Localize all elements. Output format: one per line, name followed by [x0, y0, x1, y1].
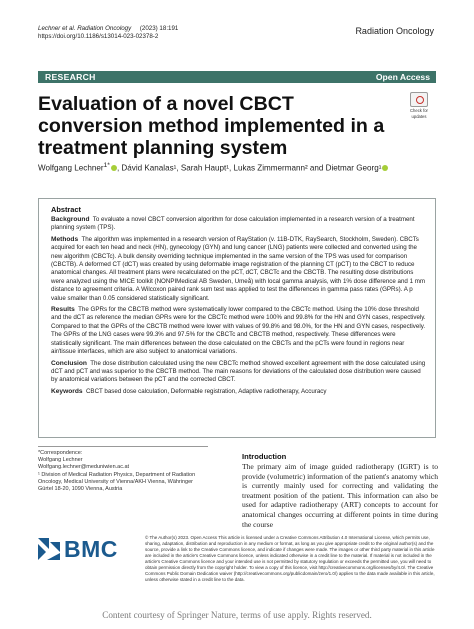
abstract-background [51, 216, 427, 233]
abstract-keywords [51, 388, 427, 396]
abstract-results [51, 306, 427, 356]
results-label: Results [51, 306, 75, 314]
first-author-sup: 1* [103, 162, 110, 169]
running-header-citation [38, 25, 178, 42]
bmc-wordmark: BMC [64, 536, 118, 562]
methods-label: Methods [51, 235, 79, 243]
first-author: Wolfgang Lechner [38, 163, 104, 173]
check-for-updates-badge[interactable] [403, 92, 435, 119]
abstract-body [51, 216, 427, 399]
check-updates-line2: updates [411, 114, 427, 119]
abstract-conclusion [51, 360, 427, 385]
citation-year: (2023) 18:191 [139, 25, 179, 32]
methods-text: The algorithm was implemented in a research version of RayStation (v. 11B-DTK, RaySearch, Stockholm, Sweden). CBCTs acquired for each ten head and neck (HN), gynecology (GYN) and lung cancer (LNG) patients were collected and converted using the new algorithm (CBCTc). A bulk density overriding technique implemented in the same version of the TPS was used for comparison (CBCTB). A deformed CT (dCT) was created by using deformable image registration of the planning CT (pCT) to the CBCT to reduce anatomical changes. All treatment plans were recalculated on the pCT, dCT, CBCTc and the CBCTB. The resulting dose distributions were analyzed using the MICE toolkit (NONPIMedical AB Sweden, Umeå) with local gamma analysis, with 1% dose difference and 1 mm distance to agreement criteria. A Wilcoxon paired rank sum test was applied to test the differences in gamma pass rates (GPRs). A p value smaller than 0.05 considered statistically significant. [51, 235, 426, 302]
abstract-methods [51, 236, 427, 303]
introduction-text: The primary aim of image guided radiotherapy (IGRT) is to provide (volumetric) information of the patient's anatomy which is currently mainly used for correcting and validating the treatment position of the patient. This information can also be used for adaptive radiotherapy (ART) concepts to account for anatomical changes occurring at different points in time during the course [242, 462, 438, 529]
article-title: Evaluation of a novel CBCT conversion method implemented in a treatment planning system [38, 93, 385, 159]
license-statement: © The Author(s) 2023. Open Access This article is licensed under a Creative Commons Attribution 4.0 International License, which permits use, sharing, adaptation, distribution and reproduction in any medium or format, as long as you give appropriate credit to the original author(s) and the source, provide a link to the Creative Commons licence, and indicate if changes were made. The images or other third party material in this article are included in the article's Creative Commons licence, unless indicated otherwise in a credit line to the material. If material is not included in the article's Creative Commons licence and your intended use is not permitted by statutory regulation or exceeds the permitted use, you will need to obtain permission directly from the copyright holder. To view a copy of this licence, visit http://creativecommons.org/licenses/by/4.0/. The Creative Commons Public Domain Dedication waiver (http://creativecommons.org/publicdomain/zero/1.0/) applies to the data made available in this article, unless otherwise stated in a credit line to the data. [145, 535, 435, 582]
bmc-logo [38, 534, 138, 564]
correspondence-name: Wolfgang Lechner [38, 457, 83, 464]
open-access-label: Open Access [375, 72, 430, 82]
article-type-banner [38, 71, 436, 83]
conclusion-text: The dose distribution calculated using the new CBCTc method showed excellent agreement with the dose calculated using dCT and pCT and was superior to the CBCTB method. The main reasons for deviations of the calculated dose distribution were caused by anatomical variations between the pCT and the corrected CBCT. [51, 359, 426, 384]
article-type-label: RESEARCH [45, 72, 96, 82]
courtesy-footer: Content courtesy of Springer Nature, terms of use apply. Rights reserved. [102, 610, 372, 620]
correspondence-note [38, 446, 208, 493]
background-label: Background [51, 216, 90, 223]
background-text: To evaluate a novel CBCT conversion algorithm for dose calculation implemented in a research version of a treatment planning system (TPS). [51, 216, 415, 232]
keywords-text: CBCT based dose calculation, Deformable registration, Adaptive radiotherapy, Accuracy [85, 387, 327, 395]
affiliation: ¹ Division of Medical Radiation Physics, Department of Radiation Oncology, Medical University of Vienna/AKH Vienna, Währinger Gürtel 18-20, 1090 Vienna, Austria [38, 471, 196, 493]
bmc-mark-icon [38, 538, 60, 560]
correspondence-label: *Correspondence: [38, 450, 83, 456]
keywords-label: Keywords [51, 387, 83, 395]
conclusion-label: Conclusion [51, 359, 87, 367]
orcid-icon[interactable] [382, 165, 388, 171]
citation-text: Lechner et al. Radiation Oncology [38, 25, 132, 32]
introduction-heading: Introduction [242, 452, 287, 461]
abstract-title: Abstract [51, 205, 81, 214]
author-list [38, 160, 438, 174]
doi-link[interactable]: https://doi.org/10.1186/s13014-023-02378-2 [38, 33, 159, 41]
correspondence-email[interactable]: Wolfgang.lechner@meduniwien.ac.at [38, 464, 130, 471]
check-updates-line1: Check for [410, 108, 428, 113]
check-updates-icon [410, 92, 428, 107]
abstract-box [38, 198, 436, 438]
results-text: The GPRs for the CBCTB method were systematically lower compared to the CBCTc method. Using the 10% dose threshold and the dCT as reference the median GPRs were for the CBCTc method were 100% and 99.8% for the HN and GYN cases, respectively. Compared to that the GPRs of the CBCTB method were lower with values of 99.8% and 98.0%, for the HN and GYN cases, respectively. The GPRs of the LNG cases were 99.3% and 97.5% for the CBCTc and CBCTB method, respectively. These differences were statistically significant. The main differences between the dose calculated on the CBCTs and the pCTs were found in regions near air/tissue interfaces, which are also subject to anatomical variations. [51, 306, 426, 356]
other-authors: , Dávid Kanalas¹, Sarah Haupt¹, Lukas Zimmermann² and Dietmar Georg¹ [116, 163, 382, 173]
journal-name: Radiation Oncology [355, 26, 434, 36]
